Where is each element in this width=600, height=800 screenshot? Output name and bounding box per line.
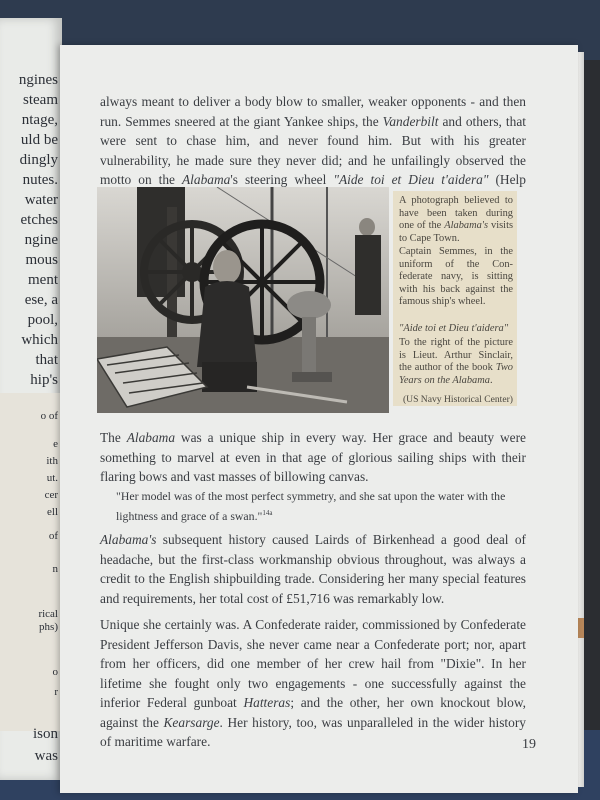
left-line: ngines bbox=[18, 72, 58, 88]
left-line: water bbox=[24, 192, 58, 208]
left-line: ison bbox=[32, 726, 58, 742]
ship-name: Vanderbilt bbox=[382, 113, 439, 129]
ship-name: Alabama bbox=[181, 172, 231, 187]
edge-mark bbox=[578, 618, 584, 638]
left-fragment: ut. bbox=[46, 472, 58, 484]
photo-credit: (US Navy Historical Center) bbox=[402, 394, 513, 405]
intro-text: they never did; and he unfailingly observed the motto on the bbox=[100, 152, 526, 187]
left-line: ese, a bbox=[24, 292, 58, 308]
left-fragment: of bbox=[48, 530, 58, 542]
body-paragraph: The Alabama was a unique ship in every way. Her grace and beauty were something to marvel at even in that age of glorious sailing ships with their flaring bows and vast masses of billowing canvas. bbox=[100, 430, 526, 484]
intro-text: and others, that were sent bbox=[100, 113, 526, 148]
caption-text: Captain Semmes, in the uniform of the Con-federate navy, is sitting with his back against the famous ship's wheel. bbox=[399, 246, 513, 308]
left-line: ntage, bbox=[21, 112, 58, 128]
motto: "Aide toi et Dieu t'aidera" bbox=[333, 172, 489, 187]
body-paragraph: Unique she certainly was. A Confederate raider, commissioned by Confederate President Jefferson Davis, she never came near a Confederate port; nor, apart from her officers, did one member of her crew hail from "Dixie". In her lifetime she fought only two engagements - one successfully against the inferior Federal gunboat Hatteras; and the other, her own knockout blow, against the Kearsarge. Her history, too, was unparalleled in the wider history of maritime warfare. bbox=[100, 617, 526, 749]
intro-text: (Help bbox=[495, 172, 526, 187]
left-line: mous bbox=[25, 252, 58, 268]
left-line: steam bbox=[23, 92, 58, 108]
left-fragment: rical bbox=[38, 608, 58, 620]
left-fragment: r bbox=[54, 686, 58, 698]
left-fragment: ell bbox=[47, 506, 58, 518]
left-line: which bbox=[21, 332, 58, 348]
left-line: pool, bbox=[27, 312, 58, 328]
left-line: ment bbox=[28, 272, 58, 288]
intro-text: Semmes sneered at the giant Yankee ships, the bbox=[125, 113, 383, 129]
left-fragment: cer bbox=[44, 489, 58, 501]
caption-text: To the right of the picture is Lieut. Arthur Sinclair, the author of the book Two Years on the Alabama. bbox=[399, 337, 513, 386]
intro-text: wheel bbox=[294, 172, 334, 187]
caption-motto: "Aide toi et Dieu t'aidera" bbox=[399, 323, 509, 334]
intro-text: 's steering bbox=[230, 172, 288, 187]
block-quote: "Her model was of the most perfect symmetry, and she sat upon the water with the lightness and grace of a swan."$^{14a}$ bbox=[116, 489, 506, 523]
left-fragment: e bbox=[53, 438, 58, 450]
body-paragraph: Alabama's subsequent history caused Lairds of Birkenhead a good deal of headache, but the first-class workmanship obvious throughout, was always a credit to the English shipbuilding trade. Considering her many special features and requirements, her total cost of £51,716 was remarkably low. bbox=[100, 532, 526, 606]
left-line: nutes. bbox=[22, 172, 58, 188]
intro-text: always meant to deliver a body blow to smaller, weaker opponents - and then run. bbox=[100, 94, 526, 129]
left-line: dingly bbox=[19, 152, 58, 168]
captain-semmes-photograph bbox=[97, 187, 389, 413]
left-fragment: phs) bbox=[39, 621, 58, 633]
left-fragment: o of bbox=[40, 410, 58, 422]
left-page bbox=[0, 18, 62, 780]
intro-text: to chase him, and never found him. But with his greater vulnerability, he made sure bbox=[100, 133, 526, 168]
footnote-ref: 14a bbox=[262, 509, 273, 517]
left-line: uld be bbox=[20, 132, 58, 148]
left-line: hip's bbox=[30, 372, 58, 388]
left-fragment: o bbox=[52, 666, 58, 678]
caption-text: A photograph believed to have been taken during one of the Alabama's visits to Cape Town. bbox=[399, 195, 513, 244]
left-fragment: n bbox=[52, 563, 58, 575]
left-line: that bbox=[35, 352, 58, 368]
left-line: etches bbox=[20, 212, 58, 228]
left-line: was bbox=[34, 748, 58, 764]
left-fragment: ith bbox=[46, 455, 58, 467]
page-number: 19 bbox=[522, 737, 536, 752]
left-line: ngine bbox=[24, 232, 58, 248]
